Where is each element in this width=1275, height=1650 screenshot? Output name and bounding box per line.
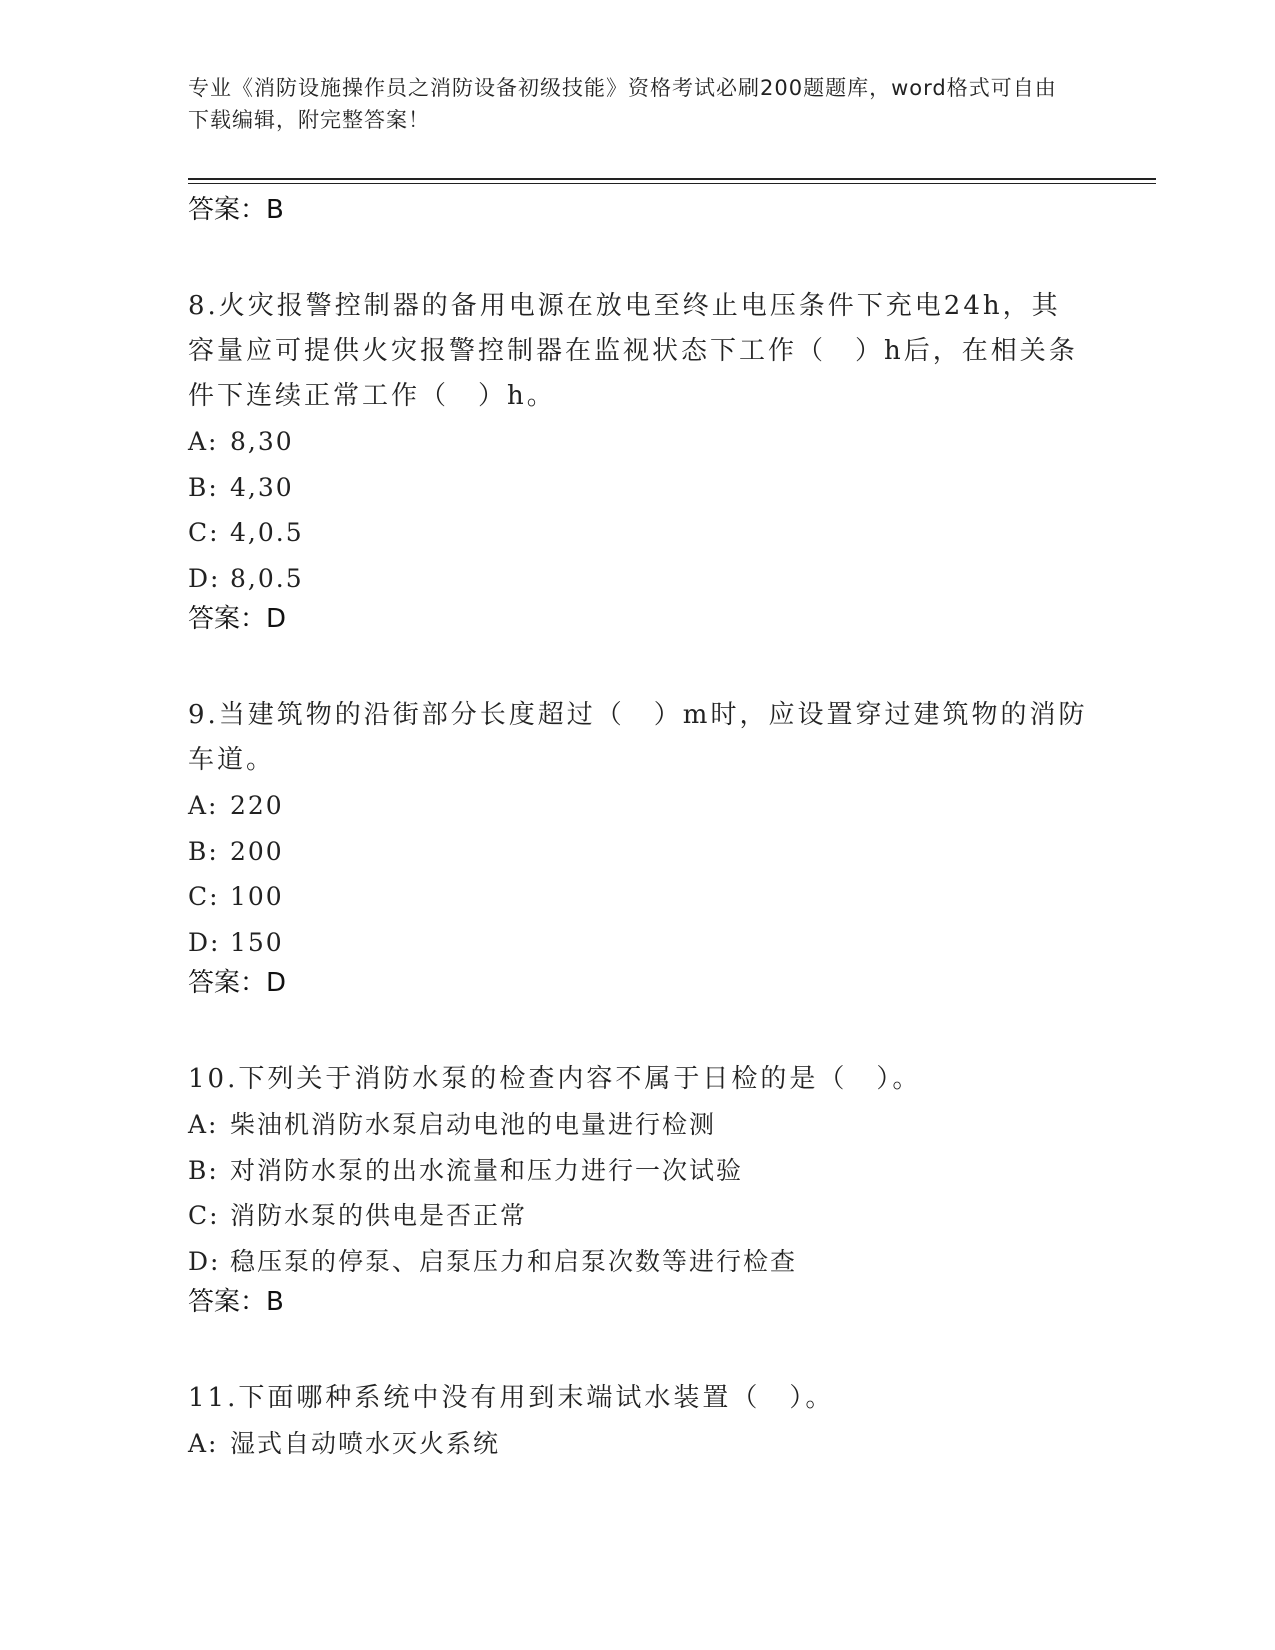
- question-8: [188, 284, 1088, 637]
- question-11: [188, 1376, 1088, 1467]
- question-text: 9.当建筑物的沿街部分长度超过（ ）m时，应设置穿过建筑物的消防车道。: [188, 700, 1088, 775]
- question-text: 10.下列关于消防水泵的检查内容不属于日检的是（ ）。: [188, 1064, 922, 1094]
- option-d: D: 150: [188, 927, 284, 957]
- option-a: A: 湿式自动喷水灭火系统: [188, 1429, 501, 1458]
- question-text: 11.下面哪种系统中没有用到末端试水装置（ ）。: [188, 1383, 835, 1413]
- document-body: [188, 192, 1088, 1467]
- header-divider: [188, 178, 1156, 180]
- option-c: C: 100: [188, 882, 284, 911]
- option-a: A: 8,30: [188, 427, 294, 456]
- option-a: A: 柴油机消防水泵启动电池的电量进行检测: [188, 1110, 717, 1139]
- page-header: 专业《消防设施操作员之消防设备初级技能》资格考试必刷200题题库，word格式可自由下载编辑，附完整答案！: [188, 76, 1057, 132]
- question-9: [188, 693, 1088, 1001]
- option-b: B: 对消防水泵的出水流量和压力进行一次试验: [188, 1155, 744, 1185]
- question-text: 8.火灾报警控制器的备用电源在放电至终止电压条件下充电24h，其容量应可提供火灾报警控制器在监视状态下工作（ ）h后，在相关条件下连续正常工作（ ）h。: [188, 291, 1078, 411]
- option-c: C: 消防水泵的供电是否正常: [188, 1201, 528, 1230]
- option-b: B: 4,30: [188, 472, 294, 502]
- option-b: B: 200: [188, 836, 284, 866]
- question-10: [188, 1057, 1088, 1320]
- option-d: D: 稳压泵的停泵、启泵压力和启泵次数等进行检查: [188, 1246, 798, 1276]
- option-d: D: 8,0.5: [188, 563, 304, 593]
- answer-line: 答案：D: [188, 604, 287, 634]
- answer-line: 答案：B: [188, 1287, 284, 1317]
- option-c: C: 4,0.5: [188, 518, 304, 547]
- option-a: A: 220: [188, 791, 284, 820]
- answer-line: 答案：D: [188, 968, 287, 998]
- answer-line: 答案：B: [188, 195, 284, 225]
